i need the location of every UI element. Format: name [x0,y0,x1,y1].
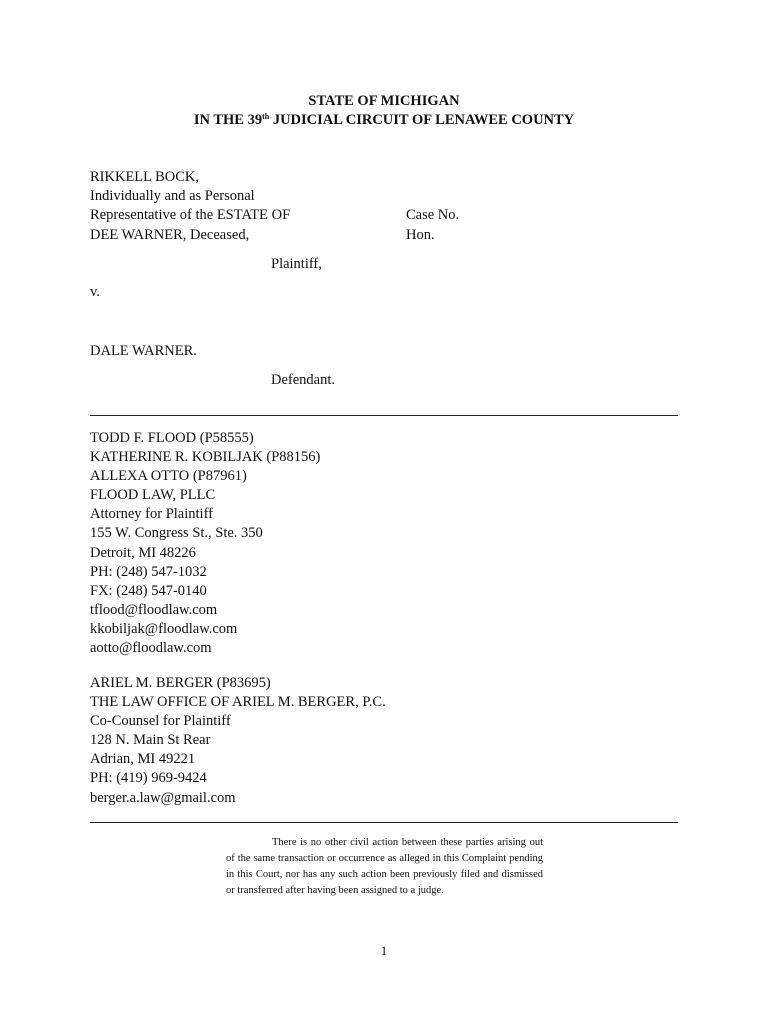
court-state-heading: STATE OF MICHIGAN [308,93,460,109]
counsel-line: KATHERINE R. KOBILJAK (P88156) [90,449,321,466]
circuit-heading-prefix: IN THE 39 [193,112,263,128]
co-counsel-line: THE LAW OFFICE OF ARIEL M. BERGER, P.C. [90,694,386,711]
counsel-line: Attorney for Plaintiff [90,506,213,523]
co-counsel-line: PH: (419) 969-9424 [90,770,207,787]
co-counsel-line: Co-Counsel for Plaintiff [90,713,231,730]
circuit-ordinal-suffix: th [262,112,270,121]
judge-label: Hon. [406,227,435,243]
plaintiff-counsel-block [90,429,320,658]
case-number-label: Case No. [406,207,460,223]
page-number: 1 [380,944,388,958]
plaintiff-capacity-line: Individually and as Personal [90,188,255,204]
court-circuit-heading [0,110,768,130]
counsel-line: 155 W. Congress St., Ste. 350 [90,525,263,542]
related-action-notice: There is no other civil action between these parties arising out of the same transaction or occurrence as alleged in this Complaint pending in this Court, nor has any such action been previously filed and dismissed or transferred after having been assigned to a judge. [226,837,543,896]
caption-divider [90,415,678,416]
plaintiff-decedent-line: DEE WARNER, Deceased, [90,227,250,243]
defendant-role-label: Defendant. [271,372,336,388]
counsel-line: PH: (248) 547-1032 [90,563,207,580]
plaintiff-name-line: RIKKELL BOCK, [90,169,200,185]
co-counsel-line: ARIEL M. BERGER (P83695) [90,675,271,691]
versus-label: v. [90,284,100,300]
circuit-heading-suffix: JUDICIAL CIRCUIT OF LENAWEE COUNTY [269,112,575,128]
counsel-line: FLOOD LAW, PLLC [90,487,216,504]
counsel-email: aotto@floodlaw.com [90,640,212,657]
counsel-divider [90,822,678,823]
co-counsel-email: berger.a.law@gmail.com [90,789,236,806]
co-counsel-block [90,674,386,808]
counsel-line: TODD F. FLOOD (P58555) [90,430,254,446]
counsel-line: ALLEXA OTTO (P87961) [90,468,247,485]
plaintiff-estate-line: Representative of the ESTATE OF [90,207,291,223]
counsel-email: tflood@floodlaw.com [90,601,218,618]
co-counsel-line: Adrian, MI 49221 [90,751,196,768]
co-counsel-line: 128 N. Main St Rear [90,732,211,749]
defendant-name: DALE WARNER. [90,343,197,359]
counsel-line: FX: (248) 547-0140 [90,582,207,599]
counsel-email: kkobiljak@floodlaw.com [90,620,238,637]
plaintiff-role-label: Plaintiff, [271,256,322,272]
counsel-line: Detroit, MI 48226 [90,544,196,561]
